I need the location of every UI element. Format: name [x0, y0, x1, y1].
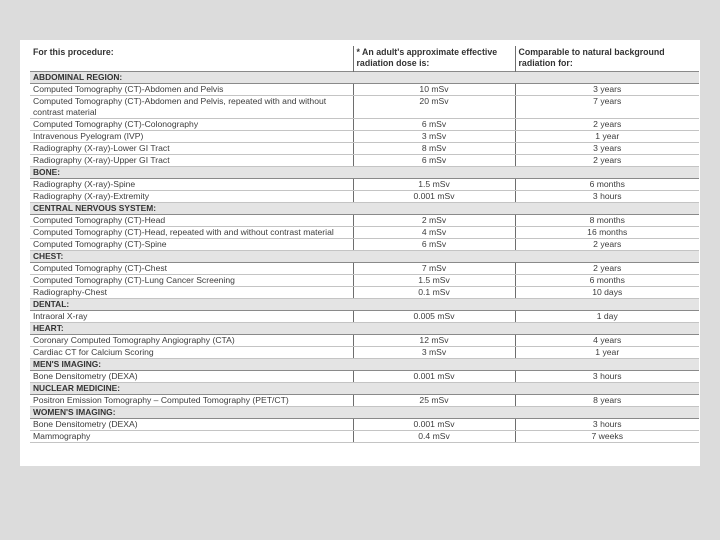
- procedure-cell: Radiography (X-ray)-Upper GI Tract: [30, 155, 353, 167]
- procedure-cell: Computed Tomography (CT)-Head, repeated with and without contrast material: [30, 227, 353, 239]
- procedure-cell: Radiography (X-ray)-Lower GI Tract: [30, 143, 353, 155]
- table-row: [30, 395, 699, 407]
- header-procedure: For this procedure:: [33, 47, 114, 57]
- comparable-cell: 1 day: [515, 311, 699, 323]
- dose-cell: 1.5 mSv: [353, 275, 515, 287]
- section-title: WOMEN'S IMAGING:: [30, 407, 699, 419]
- dose-cell: 3 mSv: [353, 347, 515, 359]
- table-row: [30, 335, 699, 347]
- table-header-row: [30, 46, 699, 72]
- dose-cell: 0.1 mSv: [353, 287, 515, 299]
- comparable-cell: 7 weeks: [515, 431, 699, 443]
- section-header-row: [30, 167, 699, 179]
- header-comparable: Comparable to natural background radiation for:: [515, 46, 699, 72]
- procedure-cell: Mammography: [30, 431, 353, 443]
- table-row: [30, 143, 699, 155]
- table-row: [30, 419, 699, 431]
- procedure-cell: Bone Densitometry (DEXA): [30, 371, 353, 383]
- table-row: [30, 227, 699, 239]
- comparable-cell: 10 days: [515, 287, 699, 299]
- procedure-cell: Computed Tomography (CT)-Lung Cancer Screening: [30, 275, 353, 287]
- dose-cell: 10 mSv: [353, 84, 515, 96]
- comparable-cell: 2 years: [515, 239, 699, 251]
- procedure-cell: Intraoral X-ray: [30, 311, 353, 323]
- comparable-cell: 3 hours: [515, 191, 699, 203]
- dose-cell: 0.001 mSv: [353, 419, 515, 431]
- table-row: [30, 239, 699, 251]
- section-title: MEN'S IMAGING:: [30, 359, 699, 371]
- table-row: [30, 191, 699, 203]
- comparable-cell: 3 hours: [515, 371, 699, 383]
- dose-cell: 12 mSv: [353, 335, 515, 347]
- procedure-cell: Radiography (X-ray)-Spine: [30, 179, 353, 191]
- dose-cell: 25 mSv: [353, 395, 515, 407]
- procedure-cell: Cardiac CT for Calcium Scoring: [30, 347, 353, 359]
- table-row: [30, 431, 699, 443]
- dose-cell: 1.5 mSv: [353, 179, 515, 191]
- dose-cell: 6 mSv: [353, 239, 515, 251]
- procedure-cell: Computed Tomography (CT)-Head: [30, 215, 353, 227]
- procedure-cell: Radiography-Chest: [30, 287, 353, 299]
- section-header-row: [30, 407, 699, 419]
- table-row: [30, 155, 699, 167]
- dose-cell: 3 mSv: [353, 131, 515, 143]
- procedure-cell: Coronary Computed Tomography Angiography (CTA): [30, 335, 353, 347]
- comparable-cell: 2 years: [515, 119, 699, 131]
- dose-cell: 4 mSv: [353, 227, 515, 239]
- section-title: ABDOMINAL REGION:: [30, 72, 699, 84]
- section-title: CENTRAL NERVOUS SYSTEM:: [30, 203, 699, 215]
- comparable-cell: 1 year: [515, 347, 699, 359]
- comparable-cell: 3 years: [515, 84, 699, 96]
- table-row: [30, 84, 699, 96]
- comparable-cell: 6 months: [515, 275, 699, 287]
- procedure-cell: Intravenous Pyelogram (IVP): [30, 131, 353, 143]
- section-title: BONE:: [30, 167, 699, 179]
- section-header-row: [30, 323, 699, 335]
- section-title: DENTAL:: [30, 299, 699, 311]
- comparable-cell: 4 years: [515, 335, 699, 347]
- table-row: [30, 347, 699, 359]
- section-header-row: [30, 299, 699, 311]
- comparable-cell: 1 year: [515, 131, 699, 143]
- table-row: [30, 215, 699, 227]
- comparable-cell: 2 years: [515, 155, 699, 167]
- dose-cell: 0.001 mSv: [353, 191, 515, 203]
- comparable-cell: 7 years: [515, 96, 699, 119]
- table-row: [30, 275, 699, 287]
- section-title: NUCLEAR MEDICINE:: [30, 383, 699, 395]
- comparable-cell: 16 months: [515, 227, 699, 239]
- procedure-cell: Computed Tomography (CT)-Colonography: [30, 119, 353, 131]
- comparable-cell: 2 years: [515, 263, 699, 275]
- table-row: [30, 311, 699, 323]
- header-dose: * An adult's approximate effective radiation dose is:: [353, 46, 515, 72]
- section-title: CHEST:: [30, 251, 699, 263]
- comparable-cell: 6 months: [515, 179, 699, 191]
- table-body: [30, 72, 699, 443]
- table-row: [30, 287, 699, 299]
- section-header-row: [30, 203, 699, 215]
- procedure-cell: Computed Tomography (CT)-Abdomen and Pelvis: [30, 84, 353, 96]
- dose-cell: 20 mSv: [353, 96, 515, 119]
- dose-cell: 6 mSv: [353, 155, 515, 167]
- procedure-cell: Positron Emission Tomography – Computed Tomography (PET/CT): [30, 395, 353, 407]
- section-header-row: [30, 72, 699, 84]
- procedure-cell: Radiography (X-ray)-Extremity: [30, 191, 353, 203]
- section-header-row: [30, 383, 699, 395]
- table-row: [30, 371, 699, 383]
- dose-cell: 0.4 mSv: [353, 431, 515, 443]
- procedure-cell: Bone Densitometry (DEXA): [30, 419, 353, 431]
- dose-cell: 8 mSv: [353, 143, 515, 155]
- dose-cell: 0.001 mSv: [353, 371, 515, 383]
- section-header-row: [30, 359, 699, 371]
- table-row: [30, 131, 699, 143]
- dose-cell: 7 mSv: [353, 263, 515, 275]
- dose-cell: 2 mSv: [353, 215, 515, 227]
- procedure-cell: Computed Tomography (CT)-Chest: [30, 263, 353, 275]
- table-row: [30, 119, 699, 131]
- document-page: [20, 40, 700, 466]
- table-row: [30, 179, 699, 191]
- table-row: [30, 263, 699, 275]
- procedure-cell: Computed Tomography (CT)-Abdomen and Pelvis, repeated with and without contrast material: [30, 96, 353, 119]
- comparable-cell: 3 years: [515, 143, 699, 155]
- table-row: [30, 96, 699, 119]
- procedure-cell: Computed Tomography (CT)-Spine: [30, 239, 353, 251]
- comparable-cell: 8 years: [515, 395, 699, 407]
- dose-cell: 0.005 mSv: [353, 311, 515, 323]
- dose-cell: 6 mSv: [353, 119, 515, 131]
- radiation-dose-table: [30, 46, 699, 443]
- comparable-cell: 8 months: [515, 215, 699, 227]
- comparable-cell: 3 hours: [515, 419, 699, 431]
- section-title: HEART:: [30, 323, 699, 335]
- section-header-row: [30, 251, 699, 263]
